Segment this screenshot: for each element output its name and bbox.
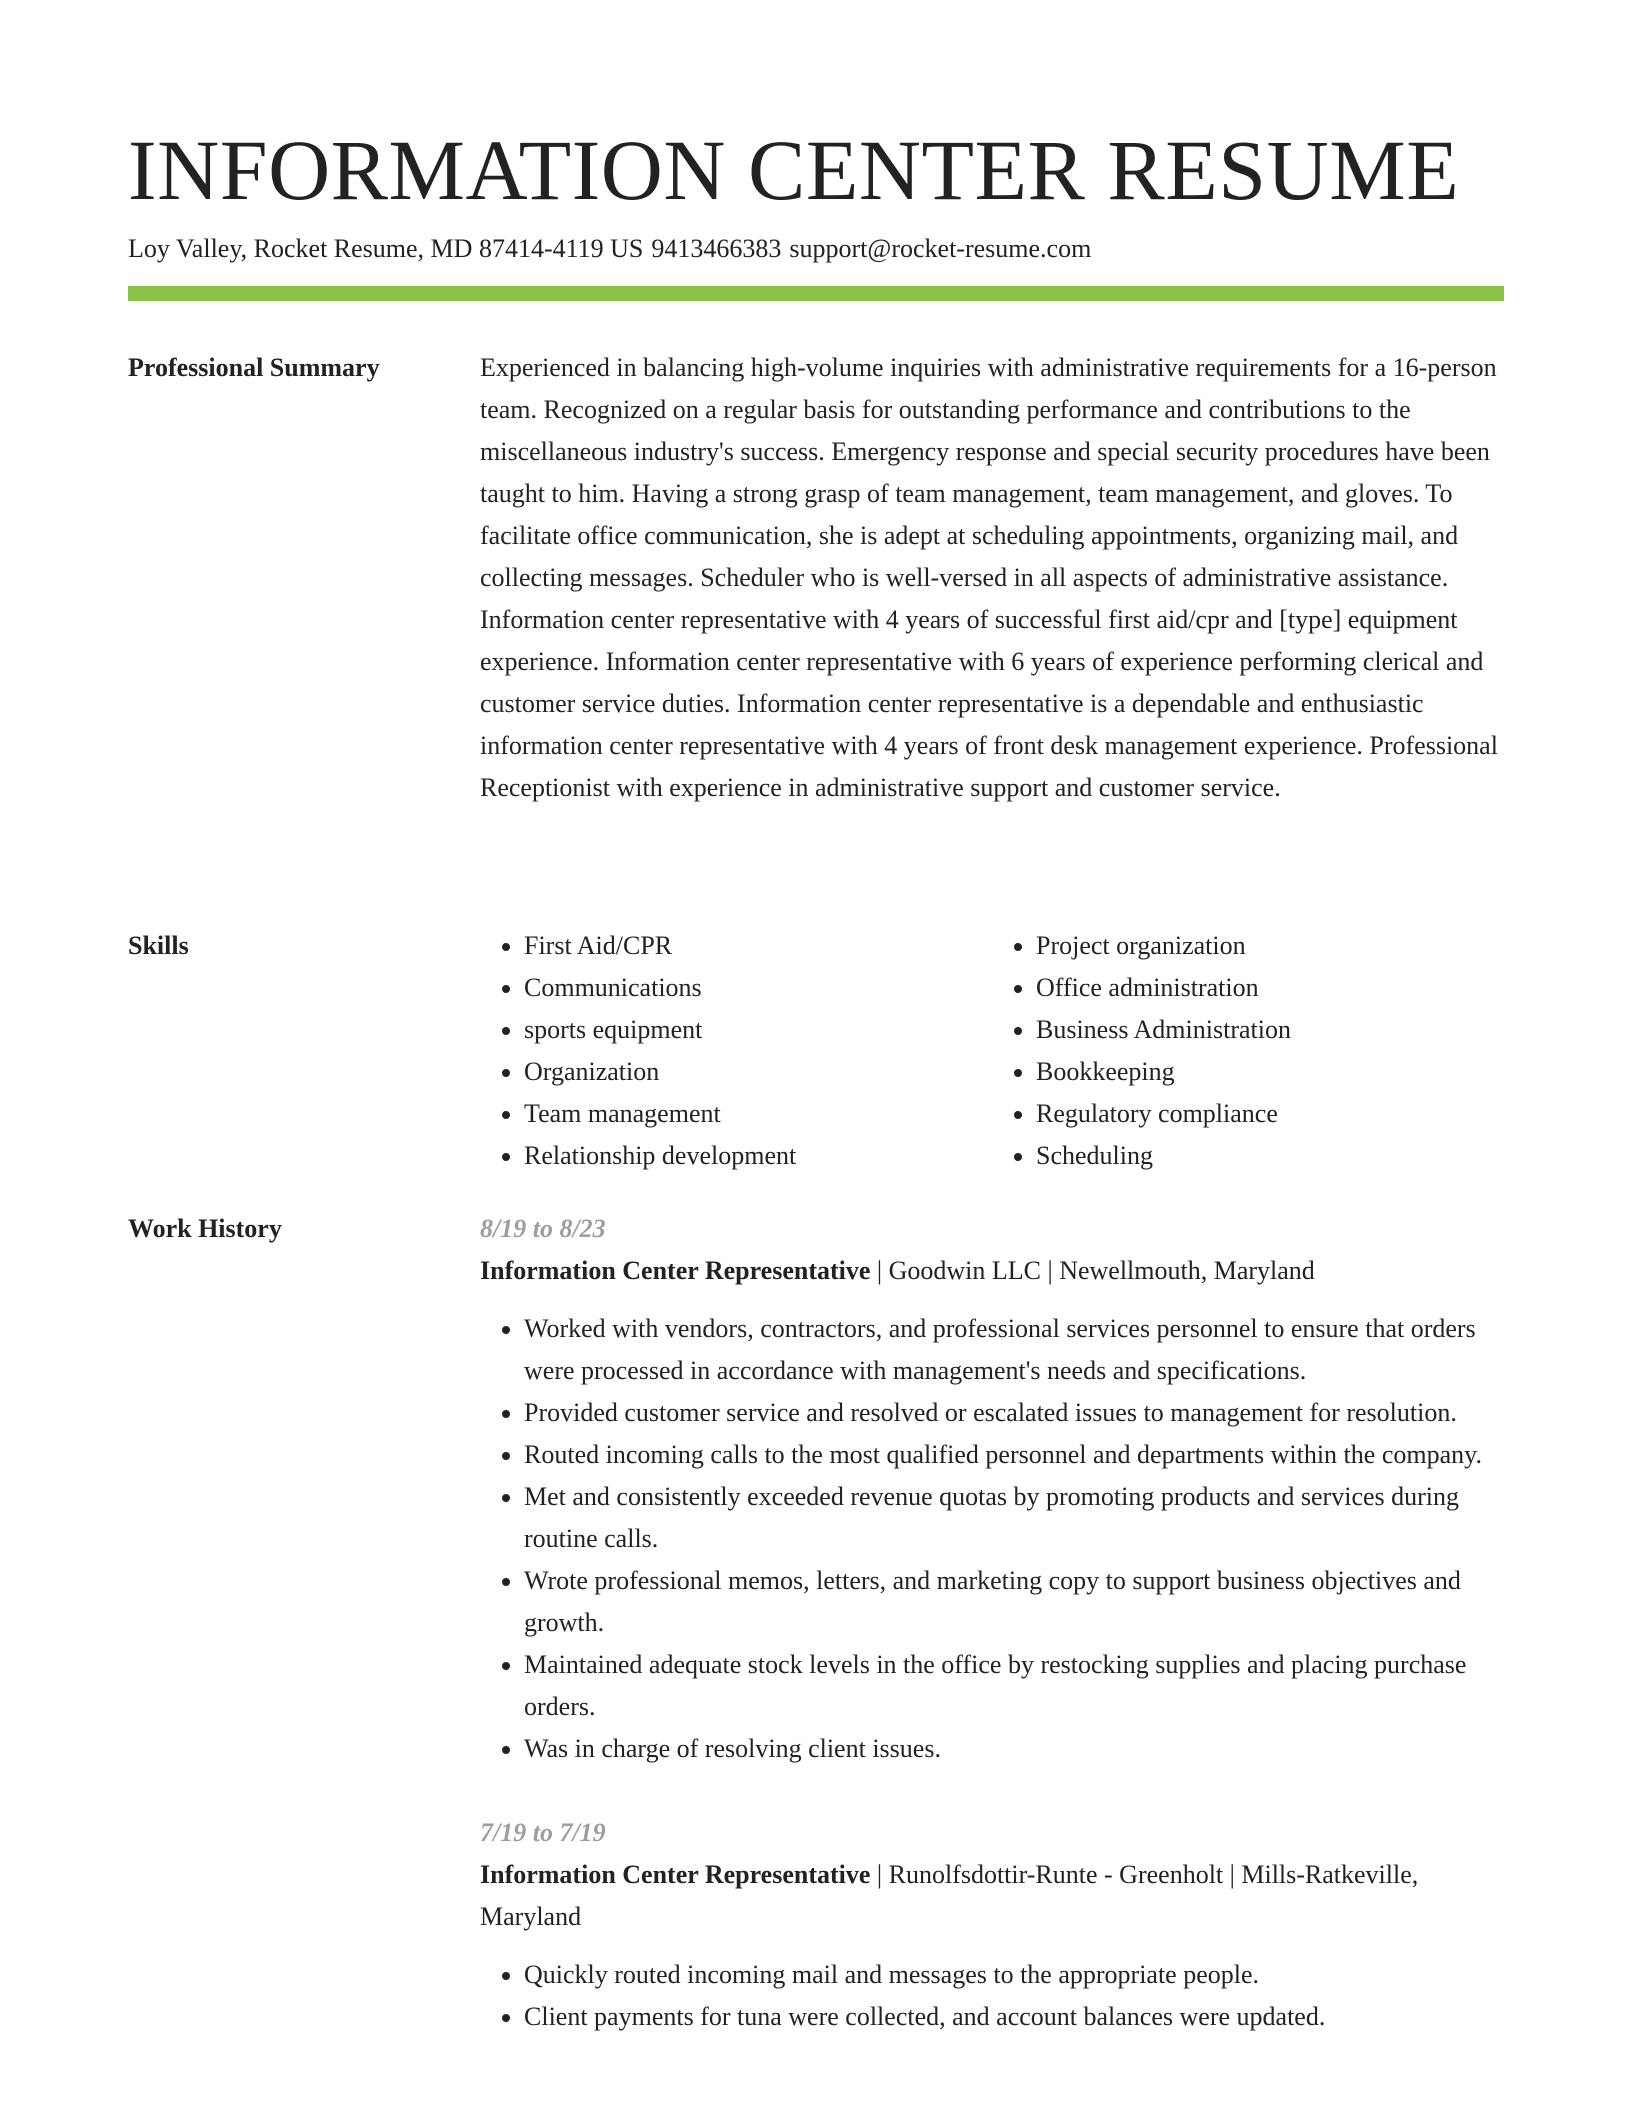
job-bullet-list (480, 1308, 1504, 1770)
skills-body (480, 925, 1504, 1177)
skill-item: • Organization (524, 1051, 992, 1093)
job-entry (480, 1208, 1504, 1770)
job-bullet: • Routed incoming calls to the most qualified personnel and departments within the company. (524, 1434, 1504, 1476)
job-entry (480, 1812, 1504, 2038)
header-divider (128, 286, 1504, 301)
skills-list-right (992, 925, 1504, 1177)
job-dates: 7/19 to 7/19 (480, 1818, 606, 1847)
contact-phone: 9413466383 (651, 234, 782, 263)
job-bullet: • Worked with vendors, contractors, and professional services personnel to ensure that orders were processed in accordance with management's needs and specifications. (524, 1308, 1504, 1392)
job-bullet: • Provided customer service and resolved or escalated issues to management for resolution. (524, 1392, 1504, 1434)
skill-item: • Team management (524, 1093, 992, 1135)
skill-item: • First Aid/CPR (524, 925, 992, 967)
skill-item: • Business Administration (1036, 1009, 1504, 1051)
skill-item: • Communications (524, 967, 992, 1009)
summary-label: Professional Summary (128, 353, 380, 382)
skill-item: • Relationship development (524, 1135, 992, 1177)
job-details: | Goodwin LLC | Newellmouth, Maryland (870, 1256, 1315, 1285)
job-bullet: • Client payments for tuna were collected, and account balances were updated. (524, 1996, 1504, 2038)
job-title-line (480, 1854, 1504, 1938)
job-bullet: • Maintained adequate stock levels in the office by restocking supplies and placing purchase orders. (524, 1644, 1504, 1728)
job-title-line (480, 1250, 1504, 1292)
work-history-body (480, 1208, 1504, 2080)
job-title: Information Center Representative (480, 1860, 871, 1889)
resume-title: INFORMATION CENTER RESUME (128, 122, 1460, 218)
job-bullet: • Wrote professional memos, letters, and marketing copy to support business objectives and growth. (524, 1560, 1504, 1644)
skill-item: • Bookkeeping (1036, 1051, 1504, 1093)
job-bullet: • Was in charge of resolving client issues. (524, 1728, 1504, 1770)
job-details: | Runolfsdottir-Runte - Greenholt | Mills-Ratkeville, Maryland (480, 1860, 1419, 1931)
job-title: Information Center Representative (480, 1256, 871, 1285)
skills-list-left (480, 925, 992, 1177)
summary-body (480, 347, 1504, 809)
skill-item: • sports equipment (524, 1009, 992, 1051)
contact-line (128, 230, 1099, 268)
skill-item: • Regulatory compliance (1036, 1093, 1504, 1135)
job-bullet-list (480, 1954, 1504, 2038)
skill-item: • Project organization (1036, 925, 1504, 967)
job-bullet: • Quickly routed incoming mail and messages to the appropriate people. (524, 1954, 1504, 1996)
job-bullet: • Met and consistently exceeded revenue quotas by promoting products and services during routine calls. (524, 1476, 1504, 1560)
summary-text: Experienced in balancing high-volume inquiries with administrative requirements for a 16-person team. Recognized on a regular basis for outstanding performance and contributions to the miscellaneous industry's success. Emergency response and special security procedures have been taught to him. Having a strong grasp of team management, team management, and gloves. To facilitate office communication, she is adept at scheduling appointments, organizing mail, and collecting messages. Scheduler who is well-versed in all aspects of administrative assistance. Information center representative with 4 years of successful first aid/cpr and [type] equipment experience. Information center representative with 6 years of experience performing clerical and customer service duties. Information center representative is a dependable and enthusiastic information center representative with 4 years of front desk management experience. Professional Receptionist with experience in administrative support and customer service. (480, 353, 1498, 802)
skills-columns (480, 925, 1504, 1177)
job-dates: 8/19 to 8/23 (480, 1214, 606, 1243)
contact-address: Loy Valley, Rocket Resume, MD 87414-4119 US (128, 234, 644, 263)
skill-item: • Scheduling (1036, 1135, 1504, 1177)
contact-email[interactable]: support@rocket-resume.com (789, 234, 1092, 263)
work-history-label: Work History (128, 1214, 282, 1243)
skill-item: • Office administration (1036, 967, 1504, 1009)
skills-label: Skills (128, 931, 189, 960)
